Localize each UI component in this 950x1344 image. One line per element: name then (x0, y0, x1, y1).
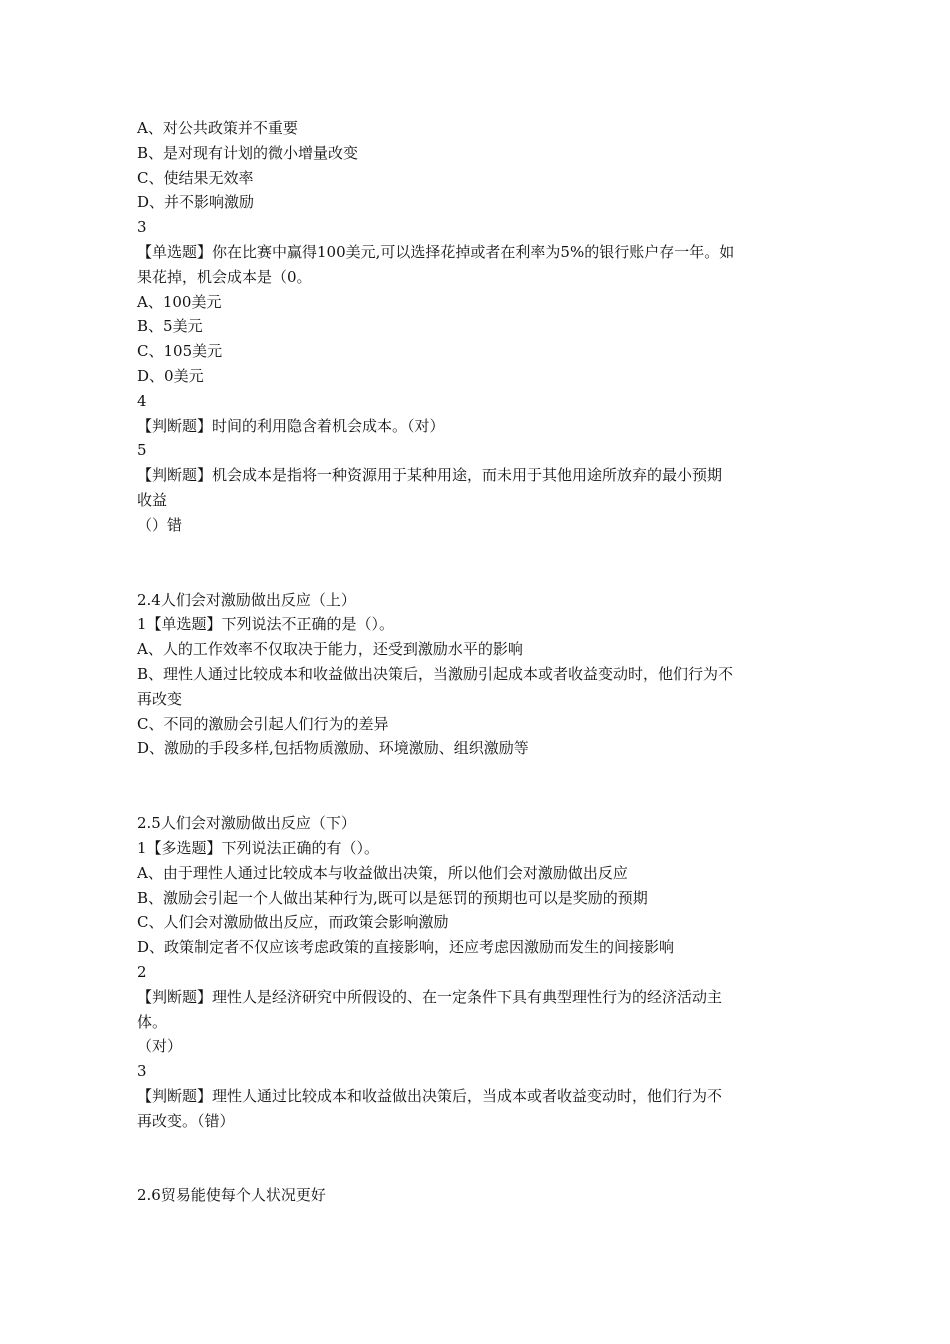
question-number: 3 (137, 1062, 147, 1081)
option-b: B、激励会引起一个人做出某种行为,既可以是惩罚的预期也可以是奖励的预期 (137, 888, 648, 907)
section-heading: 2.6贸易能使每个人状况更好 (137, 1186, 326, 1205)
question-text: 【判断题】理性人是经济研究中所假设的、在一定条件下具有典型理性行为的经济活动主 (137, 987, 723, 1006)
option-b: B、5美元 (137, 317, 203, 336)
question-text: 【判断题】理性人通过比较成本和收益做出决策后，当成本或者收益变动时，他们行为不 (137, 1086, 723, 1105)
option-c: C、105美元 (137, 342, 223, 361)
option-a: A、对公共政策并不重要 (137, 119, 298, 137)
answer-text: （对） (137, 1037, 183, 1056)
question-text: 体。 (137, 1012, 168, 1031)
question-number: 2 (137, 962, 147, 981)
option-a: A、100美元 (137, 292, 222, 311)
question-number: 4 (137, 391, 147, 410)
option-d: D、0美元 (137, 366, 204, 385)
answer-text: （）错 (137, 515, 183, 534)
section-gap (137, 761, 830, 811)
option-c: C、不同的激励会引起人们行为的差异 (137, 714, 389, 733)
option-c: C、使结果无效率 (137, 168, 254, 187)
question-text: 收益 (137, 490, 168, 509)
option-d: D、并不影响激励 (137, 193, 255, 212)
option-b: B、是对现有计划的微小增量改变 (137, 143, 359, 162)
question-text: 1【单选题】下列说法不正确的是（）。 (137, 615, 395, 634)
question-text: 【判断题】时间的利用隐含着机会成本。（对） (137, 416, 445, 435)
option-a: A、人的工作效率不仅取决于能力，还受到激励水平的影响 (137, 640, 523, 659)
option-a: A、由于理性人通过比较成本与收益做出决策，所以他们会对激励做出反应 (137, 863, 628, 882)
option-b: 再改变 (137, 689, 183, 708)
question-text: 【判断题】机会成本是指将一种资源用于某种用途，而未用于其他用途所放弃的最小预期 (137, 466, 723, 485)
section-gap (137, 538, 830, 588)
option-b: B、理性人通过比较成本和收益做出决策后，当激励引起成本或者收益变动时，他们行为不 (137, 664, 734, 683)
option-d: D、激励的手段多样,包括物质激励、环境激励、组织激励等 (137, 739, 529, 758)
section-gap (137, 1133, 830, 1183)
section-heading: 2.5人们会对激励做出反应（下） (137, 814, 356, 833)
section-heading: 2.4人们会对激励做出反应（上） (137, 590, 356, 609)
question-number: 5 (137, 441, 147, 460)
option-c: C、人们会对激励做出反应，而政策会影响激励 (137, 913, 449, 932)
question-text: 再改变。（错） (137, 1111, 235, 1130)
question-number: 3 (137, 218, 147, 237)
question-text: 【单选题】你在比赛中赢得100美元,可以选择花掉或者在利率为5%的银行账户存一年。如 (137, 242, 735, 261)
question-text: 1【多选题】下列说法正确的有（）。 (137, 838, 380, 857)
option-d: D、政策制定者不仅应该考虑政策的直接影响，还应考虑因激励而发生的间接影响 (137, 938, 675, 957)
question-text: 果花掉，机会成本是（0。 (137, 267, 312, 286)
